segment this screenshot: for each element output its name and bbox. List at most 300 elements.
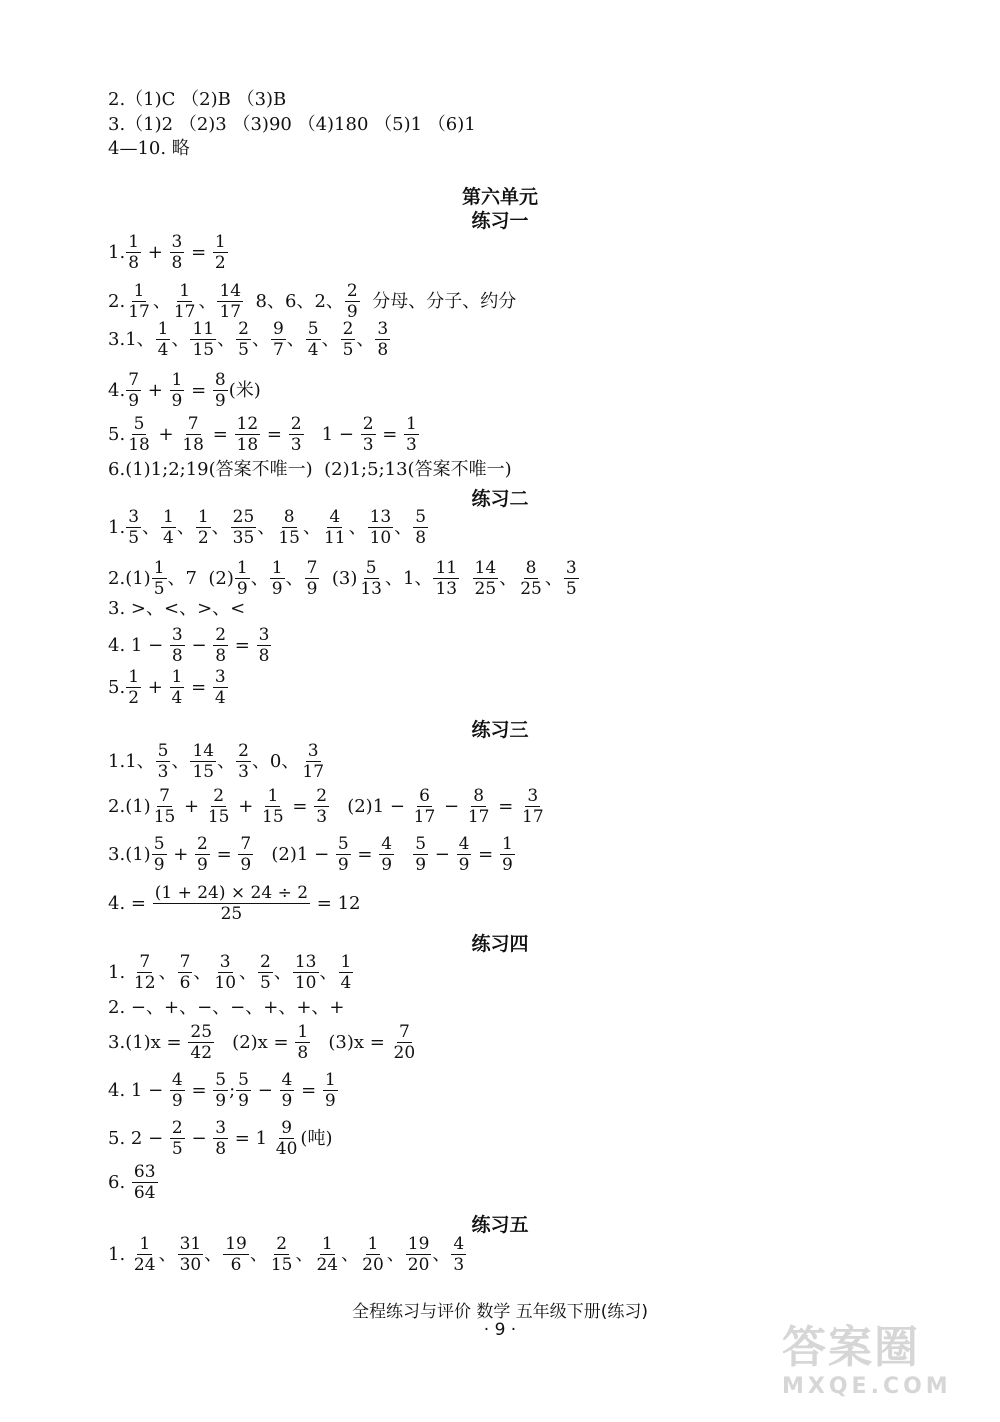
answer-text: 、 (432, 1243, 451, 1265)
denominator: 8 (215, 646, 227, 666)
item-number: 1. (108, 1243, 126, 1265)
fraction (375, 319, 390, 360)
answer-text: 、 (152, 290, 171, 312)
answer-text: 、 (295, 1243, 314, 1265)
denominator: 9 (458, 855, 470, 875)
numerator: 14 (474, 558, 497, 578)
answer-text: (1)1;2;19(答案不唯一) (2)1;5;13(答案不唯一) (125, 459, 512, 480)
numerator: 13 (369, 507, 392, 527)
numerator: 5 (215, 1070, 227, 1090)
fraction (258, 952, 273, 993)
numerator: 25 (232, 507, 255, 527)
answer-row (108, 952, 354, 993)
denominator: 9 (238, 1091, 249, 1111)
numerator: 1 (406, 414, 417, 434)
denominator: 4 (340, 973, 352, 993)
denominator: 5 (171, 1139, 183, 1159)
numerator: 4 (329, 507, 341, 527)
fraction (260, 786, 286, 827)
answer-text (125, 1243, 131, 1267)
numerator: 2 (316, 786, 328, 806)
numerator: 3 (171, 625, 183, 645)
denominator: 5 (260, 973, 271, 993)
fraction (238, 834, 253, 875)
denominator: 25 (220, 904, 243, 924)
answer-text: (2)x = (215, 1031, 295, 1053)
fraction (520, 786, 546, 827)
fraction (178, 952, 193, 993)
fraction (236, 741, 251, 782)
denominator: 17 (413, 807, 436, 827)
answer-text: (1) (125, 843, 151, 865)
answer-text: 、 (204, 1243, 223, 1265)
answer-text: 、 (321, 328, 340, 350)
answer-row (108, 1022, 418, 1063)
denominator: 4 (171, 688, 183, 708)
answer-text: = (125, 892, 152, 914)
fraction (413, 834, 428, 875)
denominator: 9 (128, 391, 140, 411)
denominator: 9 (324, 1091, 336, 1111)
fraction (274, 1118, 300, 1159)
denominator: 15 (270, 1255, 293, 1275)
denominator: 4 (157, 340, 169, 360)
denominator: 10 (214, 973, 237, 993)
numerator: 1 (367, 1234, 379, 1254)
denominator: 64 (133, 1183, 156, 1203)
numerator: 1 (340, 952, 352, 972)
fraction (196, 507, 211, 548)
denominator: 18 (182, 435, 204, 455)
denominator: 5 (153, 579, 165, 599)
numerator: 7 (128, 370, 140, 390)
denominator: 9 (381, 855, 393, 875)
numerator: 11 (435, 558, 458, 578)
denominator: 24 (316, 1255, 339, 1275)
fraction (132, 1162, 158, 1203)
numerator: 1 (133, 281, 145, 301)
fraction (518, 558, 544, 599)
numerator: 3 (565, 558, 577, 578)
denominator: 8 (297, 1043, 309, 1063)
numerator: 2 (362, 414, 374, 434)
answer-row (108, 996, 344, 1020)
answer-text: 、 (286, 328, 305, 350)
fraction (236, 319, 251, 360)
fraction (126, 232, 141, 273)
denominator: 17 (173, 302, 196, 322)
fraction (280, 1070, 295, 1111)
fraction (413, 507, 428, 548)
denominator: 17 (128, 302, 150, 322)
answer-text: = (207, 423, 234, 445)
numerator: 3 (128, 507, 140, 527)
answer-text: (2)1 − (330, 795, 411, 817)
answer-text: 1 − (125, 1079, 169, 1101)
numerator: 2 (290, 414, 302, 434)
item-number: 3. (108, 1031, 126, 1053)
answer-text: 、 (499, 567, 518, 589)
fraction (188, 1022, 214, 1063)
denominator: 12 (133, 973, 156, 993)
answer-row (108, 625, 272, 666)
fraction (170, 232, 185, 273)
answer-text: = (376, 423, 404, 445)
answer-text: − (438, 795, 465, 817)
denominator: 8 (215, 1139, 227, 1159)
answer-text: = (261, 423, 288, 445)
answer-text: 1 − (125, 634, 169, 656)
answer-text: >、<、>、< (125, 598, 246, 619)
denominator: 9 (171, 1091, 183, 1111)
book-footer: 全程练习与评价 数学 五年级下册(练习) (351, 1302, 649, 1322)
numerator: 14 (192, 741, 215, 761)
fraction (433, 558, 459, 599)
numerator: 1 (153, 558, 165, 578)
numerator: 1 (271, 558, 283, 578)
denominator: 9 (171, 391, 183, 411)
denominator: 9 (337, 855, 349, 875)
numerator: 2 (215, 625, 227, 645)
section-title-4: 练习四 (471, 933, 529, 955)
numerator: 3 (171, 232, 183, 252)
fraction (213, 625, 228, 666)
answer-text: 、 (250, 567, 269, 589)
denominator: 30 (179, 1255, 202, 1275)
answer-text: − (251, 1079, 279, 1101)
answer-text: 2 − (125, 1127, 169, 1149)
item-number: 2. (108, 795, 126, 817)
answer-text: 1、 (125, 750, 155, 772)
fraction (341, 319, 356, 360)
fraction (404, 414, 419, 455)
numerator: 2 (238, 319, 249, 339)
denominator: 5 (238, 340, 249, 360)
answer-text: = (185, 379, 212, 401)
denominator: 8 (171, 253, 183, 273)
fraction (322, 507, 348, 548)
denominator: 5 (565, 579, 577, 599)
fraction (132, 952, 158, 993)
fraction (270, 558, 285, 599)
numerator: 3 (377, 319, 389, 339)
denominator: 24 (133, 1255, 156, 1275)
fraction (195, 834, 210, 875)
answer-row (108, 786, 547, 827)
fraction (276, 507, 302, 548)
fraction (269, 1234, 295, 1275)
fraction (314, 1234, 340, 1275)
fraction (170, 1118, 185, 1159)
fraction (126, 667, 141, 708)
fraction (300, 741, 326, 782)
numerator: 5 (307, 319, 319, 339)
fraction (368, 507, 394, 548)
answer-text: − (185, 1127, 213, 1149)
numerator: 5 (238, 1070, 249, 1090)
answer-text: 、 (249, 1243, 268, 1265)
denominator: 20 (362, 1255, 384, 1275)
answer-text: (吨) (300, 1127, 333, 1149)
fraction (156, 741, 171, 782)
denominator: 3 (316, 807, 328, 827)
fraction (358, 558, 384, 599)
numerator: 3 (219, 952, 231, 972)
answer-text: (1)x = (125, 1031, 188, 1053)
denominator: 40 (275, 1139, 298, 1159)
item-number: 2. (108, 567, 126, 589)
answer-text: 、 (273, 961, 292, 983)
fraction (156, 319, 171, 360)
denominator: 3 (157, 762, 169, 782)
answer-text: 、1、 (385, 567, 433, 589)
fraction (345, 281, 360, 322)
denominator: 35 (232, 528, 255, 548)
answer-text (460, 567, 471, 591)
answer-row (108, 667, 229, 708)
denominator: 3 (453, 1255, 465, 1275)
numerator: 7 (179, 952, 191, 972)
fraction (271, 319, 286, 360)
answer-text: −、+、−、−、+、+、+ (125, 997, 345, 1018)
item-number: 6. (108, 1171, 126, 1193)
denominator: 8 (128, 253, 140, 273)
answer-text: 、0、 (251, 750, 300, 772)
numerator: 4 (453, 1234, 465, 1254)
fraction (172, 281, 198, 322)
item-number: 3. (108, 598, 126, 619)
fraction (323, 1070, 338, 1111)
fraction (213, 232, 228, 273)
page-number: · 9 · (483, 1320, 517, 1340)
item-number: 3. (108, 328, 126, 350)
numerator: 1 (179, 281, 191, 301)
numerator: 1 (157, 319, 169, 339)
answer-text: 、 (176, 516, 195, 538)
section-title-1: 练习一 (471, 210, 529, 232)
item-number: 2. (108, 290, 126, 312)
fraction (217, 281, 243, 322)
fraction (153, 883, 310, 924)
denominator: 8 (377, 340, 389, 360)
answer-row (108, 507, 429, 548)
item-number: 6. (108, 459, 126, 480)
fraction (190, 741, 216, 782)
denominator: 15 (262, 807, 284, 827)
numerator: 1 (321, 1234, 333, 1254)
numerator: 3 (307, 741, 319, 761)
numerator: 2 (197, 834, 208, 854)
answer-row (108, 370, 261, 411)
numerator: 2 (260, 952, 271, 972)
item-number: 3. (108, 843, 126, 865)
denominator: 8 (171, 646, 183, 666)
numerator: 31 (179, 1234, 202, 1254)
answer-row (108, 1118, 332, 1159)
denominator: 5 (342, 340, 354, 360)
denominator: 25 (520, 579, 542, 599)
fraction (379, 834, 394, 875)
answer-text: 、 (217, 750, 236, 772)
answer-text (395, 843, 412, 867)
denominator: 9 (240, 855, 252, 875)
numerator: 3 (214, 667, 226, 687)
answer-text: (2)1 − (254, 843, 335, 865)
fraction (457, 834, 472, 875)
answer-text: 8、6、2、 (244, 290, 344, 312)
answer-text: 、 (544, 567, 563, 589)
fraction (126, 414, 152, 455)
item-number: 4. (108, 892, 126, 914)
numerator: 8 (214, 370, 226, 390)
denominator: 9 (271, 579, 283, 599)
fraction (170, 625, 185, 666)
answer-text: = (492, 795, 520, 817)
fraction (500, 834, 515, 875)
fraction (257, 625, 272, 666)
fraction (170, 1070, 185, 1111)
denominator: 18 (128, 435, 150, 455)
fraction (406, 1234, 432, 1275)
denominator: 8 (415, 528, 427, 548)
numerator: 2 (276, 1234, 288, 1254)
numerator: 2 (346, 281, 358, 301)
denominator: 9 (215, 1091, 227, 1111)
numerator: 11 (192, 319, 215, 339)
answer-text: 、 (217, 328, 236, 350)
answer-row (108, 232, 229, 273)
answer-line-4: 4—10. 略 (108, 138, 190, 159)
fraction (213, 1070, 228, 1111)
answer-row (108, 558, 580, 599)
item-number: 1. (108, 516, 126, 538)
denominator: 3 (362, 435, 374, 455)
denominator: 15 (192, 340, 215, 360)
fraction (289, 414, 304, 455)
denominator: 9 (501, 855, 513, 875)
answer-text: ; (229, 1079, 236, 1101)
item-number: 4. (108, 379, 126, 401)
answer-text: 1 − (304, 423, 360, 445)
answer-text: 分母、分子、约分 (360, 290, 517, 312)
numerator: 9 (281, 1118, 293, 1138)
denominator: 15 (192, 762, 215, 782)
numerator: 2 (213, 786, 225, 806)
answer-row (108, 834, 516, 875)
fraction (180, 414, 206, 455)
answer-text: = (185, 241, 212, 263)
numerator: (1 + 24) × 24 ÷ 2 (154, 883, 309, 903)
answer-text: = (472, 843, 499, 865)
denominator: 4 (214, 688, 226, 708)
answer-text: 、 (239, 961, 258, 983)
fraction (451, 1234, 466, 1275)
numerator: 5 (415, 507, 427, 527)
item-number: 1. (108, 961, 126, 983)
answer-text: 1、 (125, 328, 155, 350)
fraction (152, 558, 167, 599)
item-number: 4. (108, 1079, 126, 1101)
answer-text: + (167, 843, 195, 865)
fraction (235, 414, 261, 455)
denominator: 2 (197, 528, 209, 548)
denominator: 3 (290, 435, 302, 455)
fraction (178, 1234, 204, 1275)
numerator: 4 (458, 834, 470, 854)
fraction (223, 1234, 249, 1275)
fraction (360, 1234, 386, 1275)
answer-text: (3) (320, 567, 358, 589)
fraction (212, 952, 238, 993)
numerator: 19 (225, 1234, 247, 1254)
numerator: 1 (128, 232, 140, 252)
numerator: 8 (473, 786, 485, 806)
numerator: 7 (240, 834, 252, 854)
answer-row (108, 883, 360, 924)
section-title-2: 练习二 (471, 488, 529, 510)
denominator: 18 (236, 435, 259, 455)
answer-row (108, 1070, 339, 1111)
denominator: 6 (179, 973, 191, 993)
fraction (206, 786, 232, 827)
denominator: 17 (219, 302, 242, 322)
denominator: 2 (128, 688, 140, 708)
denominator: 3 (238, 762, 249, 782)
answer-row (108, 319, 391, 360)
denominator: 25 (474, 579, 497, 599)
fraction (336, 834, 351, 875)
answer-row (108, 458, 512, 482)
fraction (305, 558, 320, 599)
denominator: 9 (306, 579, 318, 599)
answer-text: 、 (341, 1243, 360, 1265)
fraction (306, 319, 321, 360)
denominator: 6 (230, 1255, 242, 1275)
fraction (213, 370, 228, 411)
answer-text: 、 (171, 328, 190, 350)
answer-text: 、 (158, 1243, 177, 1265)
denominator: 15 (207, 807, 230, 827)
fraction (295, 1022, 310, 1063)
answer-text: + (152, 423, 180, 445)
answer-text: (3)x = (311, 1031, 391, 1053)
answer-text: 、 (257, 516, 276, 538)
numerator: 5 (153, 834, 165, 854)
numerator: 6 (419, 786, 430, 806)
answer-text: = (229, 634, 256, 656)
denominator: 9 (415, 855, 427, 875)
fraction (231, 507, 257, 548)
numerator: 1 (236, 558, 248, 578)
fraction (361, 414, 376, 455)
fraction (213, 1118, 228, 1159)
answer-text: 、 (348, 516, 367, 538)
answer-text: = (185, 1079, 213, 1101)
fraction (339, 952, 354, 993)
answer-text: = (295, 1079, 322, 1101)
numerator: 4 (171, 1070, 183, 1090)
numerator: 13 (294, 952, 317, 972)
answer-line-2: 2.（1)C （2)B （3)B (108, 89, 287, 110)
numerator: 3 (215, 1118, 227, 1138)
denominator: 15 (153, 807, 176, 827)
denominator: 9 (346, 302, 358, 322)
answer-text: 、 (251, 328, 270, 350)
answer-text: = 12 (311, 892, 361, 914)
denominator: 10 (369, 528, 392, 548)
denominator: 9 (214, 391, 226, 411)
denominator: 9 (153, 855, 165, 875)
